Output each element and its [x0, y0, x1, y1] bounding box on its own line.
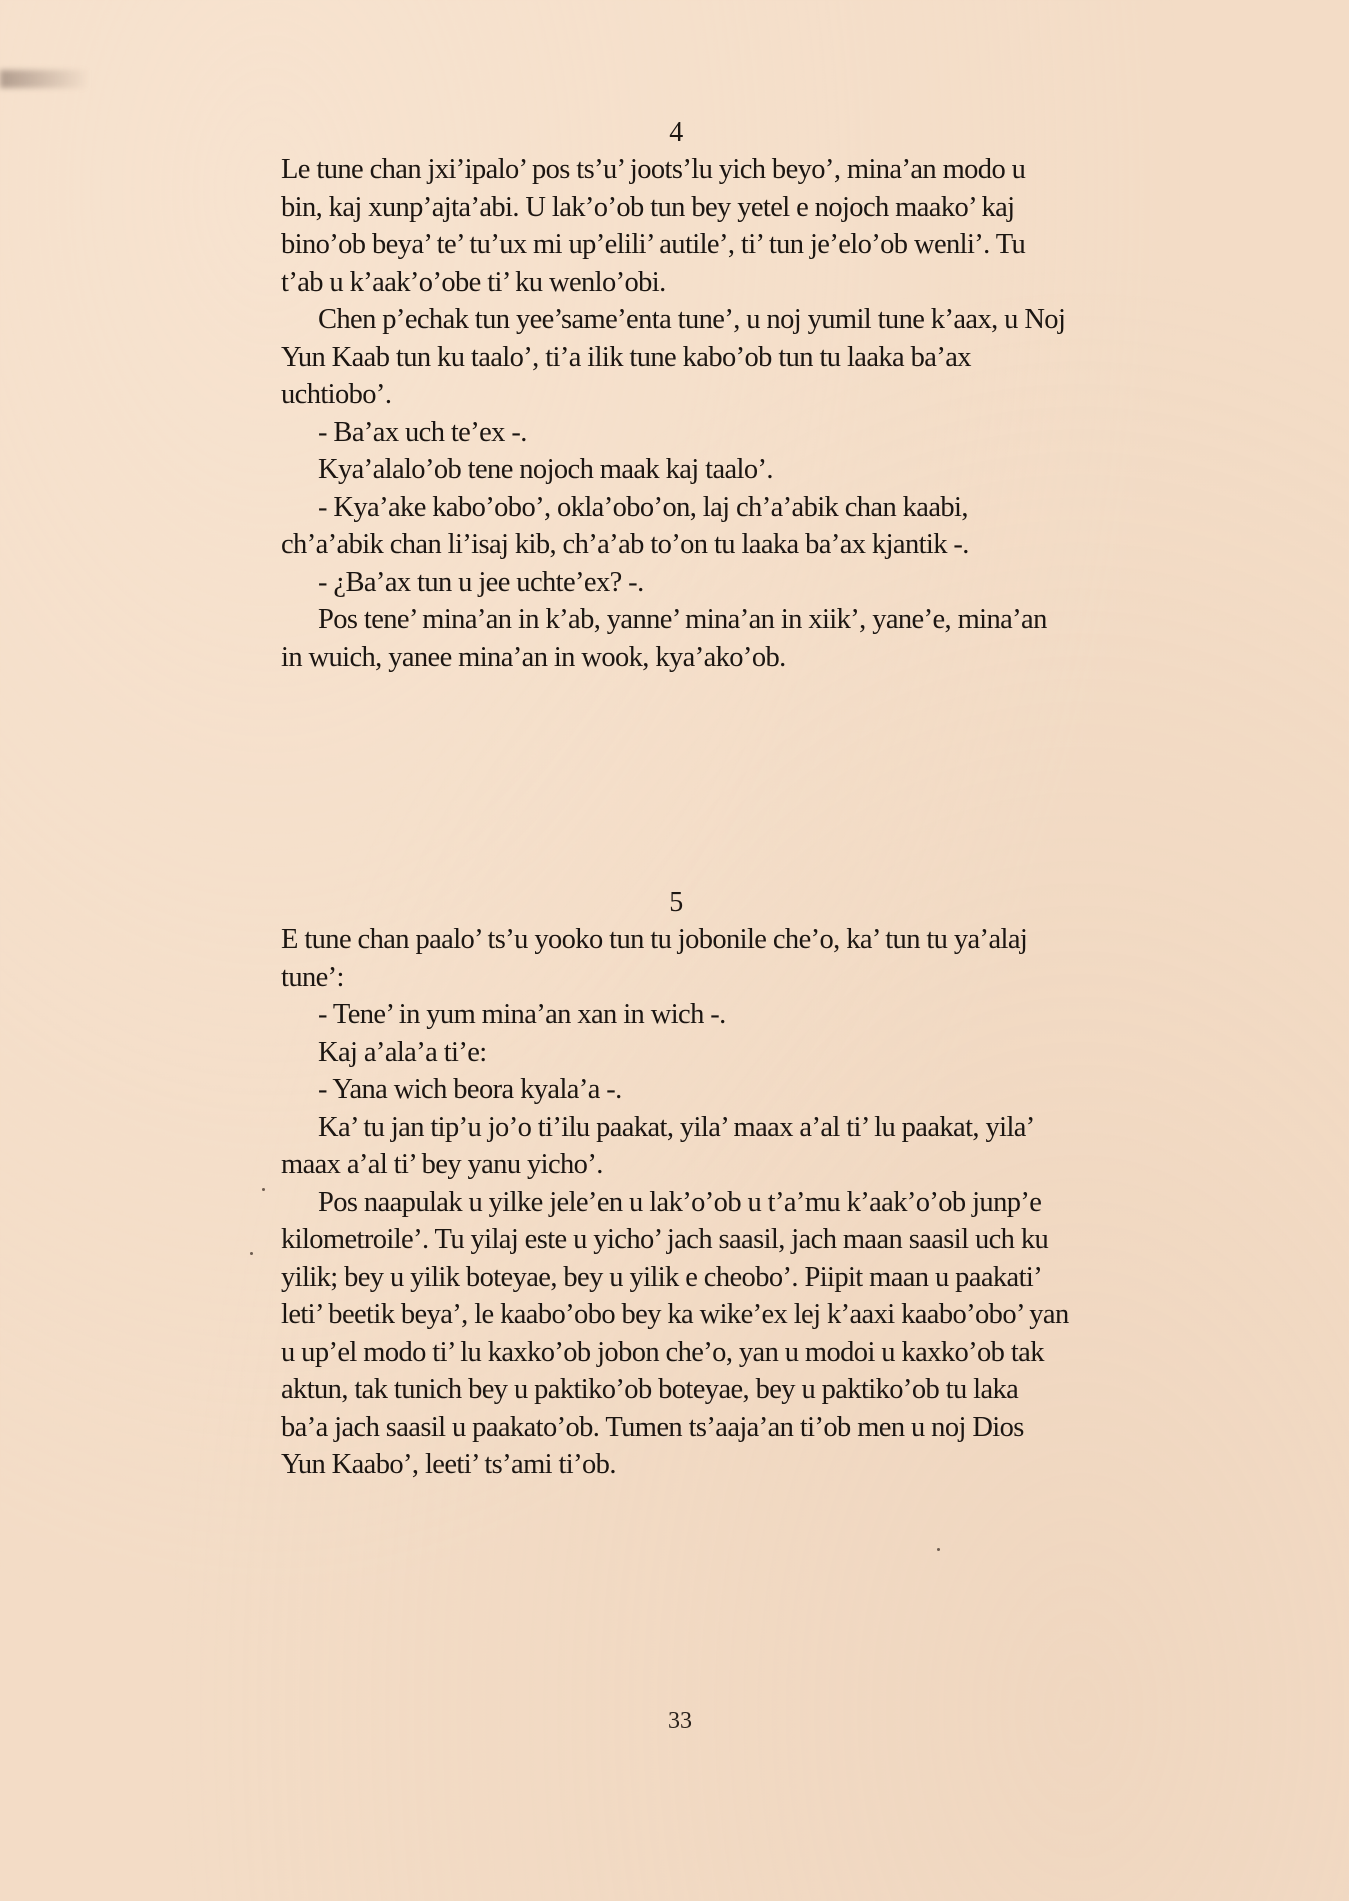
paragraph: Pos tene’ mina’an in k’ab, yanne’ mina’an in xiik’, yane’e, mina’an in wuich, yanee mina’an in wook, kya’ako’ob. — [281, 604, 1047, 673]
dialog-line: - Tene’ in yum mina’an xan in wich -. — [318, 999, 726, 1030]
paragraph: Kya’alalo’ob tene nojoch maak kaj taalo’. — [318, 454, 773, 485]
paper-speck — [262, 1188, 265, 1191]
paragraph: Ka’ tu jan tip’u jo’o ti’ilu paakat, yila’ maax a’al ti’ lu paakat, yila’ maax a’al ti’ bey yanu yicho’. — [281, 1111, 1033, 1180]
dialog-line: - Kya’ake kabo’obo’, okla’obo’on, laj ch’a’abik chan kaabi, ch’a’abik chan li’isaj kib, ch’a’ab to’on tu laaka ba’ax kjantik -. — [281, 491, 969, 560]
page-number: 33 — [668, 1708, 692, 1734]
dialog-line: - Yana wich beora kyala’a -. — [318, 1074, 622, 1105]
dialog-line: - ¿Ba’ax tun u jee uchte’ex? -. — [318, 566, 644, 598]
paragraph: Pos naapulak u yilke jele’en u lak’o’ob u t’a’mu k’aak’o’ob junp’e kilometroile’. Tu yilaj este u yicho’ jach saasil, jach maan saasil uch ku yilik; bey u yilik boteyae, bey u yilik e cheobo’. Piipit maan u paakati’ leti’ beetik beya’, le kaabo’obo bey ka wike’ex lej k’aaxi kaabo’obo’ yan u up’el modo ti’ lu kaxko’ob jobon che’o, yan u modoi u kaxko’ob tak aktun, tak tunich bey u paktiko’ob boteyae, bey u paktiko’ob tu laka ba’a jach saasil u paakato’ob. Tumen ts’aaja’an ti’ob men u noj Dios Yun Kaabo’, leeti’ ts’ami ti’ob. — [281, 1186, 1069, 1480]
section-number: 5 — [669, 887, 683, 918]
paragraph: Le tune chan jxi’ipalo’ pos ts’u’ joots’lu yich beyo’, mina’an modo u bin, kaj xunp’ajta’abi. U lak’o’ob tun bey yetel e nojoch maako’ kaj bino’ob beya’ te’ tu’ux mi up’elili’ autile’, ti’ tun je’elo’ob wenli’. Tu t’ab u k’aak’o’obe ti’ ku wenlo’obi. — [281, 154, 1026, 298]
paper-speck — [937, 1548, 940, 1551]
paragraph: Kaj a’ala’a ti’e: — [318, 1036, 487, 1068]
dialog-line: - Ba’ax uch te’ex -. — [318, 416, 527, 448]
section-4 — [281, 118, 1071, 676]
paragraph: E tune chan paalo’ ts’u yooko tun tu jobonile che’o, ka’ tun tu ya’alaj tune’: — [281, 924, 1028, 993]
paragraph: Chen p’echak tun yee’same’enta tune’, u noj yumil tune k’aax, u Noj Yun Kaab tun ku taalo’, ti’a ilik tune kabo’ob tun tu laaka ba’ax uchtiobo’. — [281, 304, 1066, 410]
section-number: 4 — [669, 117, 683, 148]
scan-edge-shadow — [0, 70, 90, 88]
section-5 — [281, 888, 1071, 1484]
paper-speck — [250, 1252, 253, 1255]
